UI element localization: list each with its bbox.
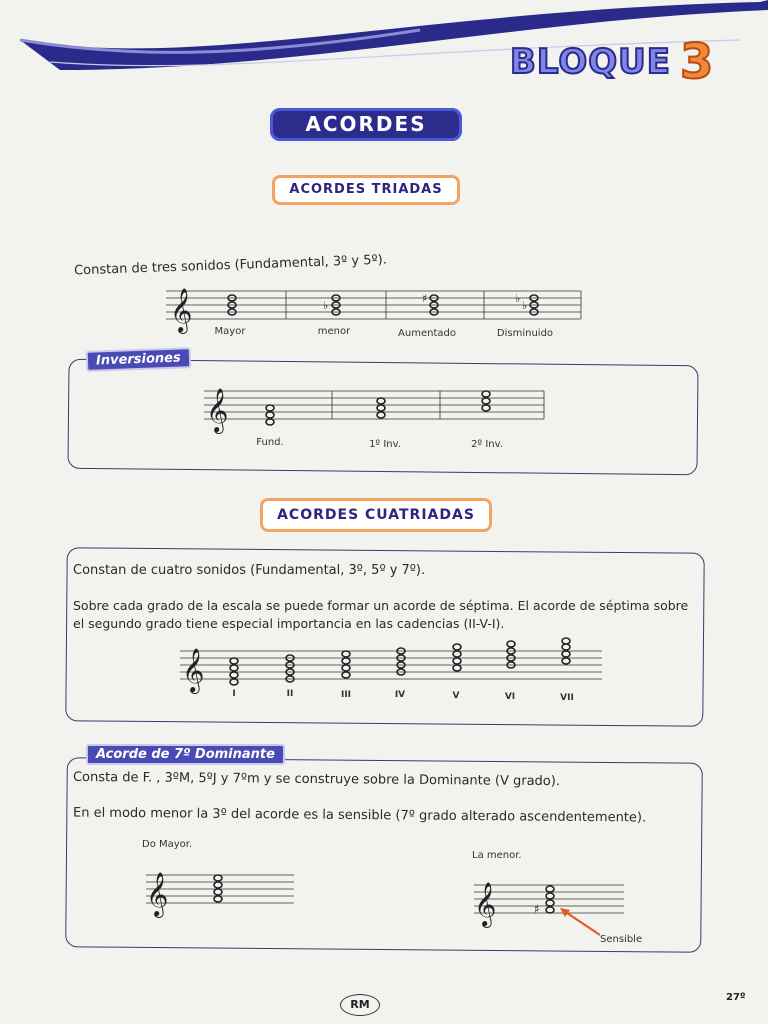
inversion-label: 1º Inv. — [369, 439, 401, 450]
publisher-logo — [340, 994, 380, 1016]
page-title-text: ACORDES — [305, 112, 427, 136]
section-heading-cuatriadas — [260, 498, 492, 532]
sharp-icon: ♯ — [422, 292, 428, 305]
inversiones-tag: Inversiones — [86, 347, 191, 372]
dominante-line1: Consta de F. , 3ºM, 5ºJ y 7ºm y se construye sobre la Dominante (V grado). — [72, 769, 561, 790]
degree-label: V — [452, 691, 460, 701]
example-minor-label: La menor. — [472, 850, 522, 861]
section-heading-triadas — [272, 175, 460, 205]
degree-label: I — [232, 689, 236, 699]
degree-label: VI — [504, 692, 516, 702]
treble-clef-icon: 𝄞 — [146, 872, 169, 916]
cuatriadas-paragraph-line1: Sobre cada grado de la escala se puede formar un acorde de séptima. El acorde de séptima sobre — [73, 598, 689, 613]
example-major-label: Do Mayor. — [142, 839, 193, 850]
degree-label: IV — [394, 690, 406, 700]
degree-label: VII — [560, 693, 574, 703]
arrow-icon — [564, 911, 600, 935]
triadas-intro: Constan de tres sonidos (Fundamental, 3º y 5º). — [73, 252, 388, 279]
staff-do-mayor — [146, 865, 296, 919]
treble-clef-icon: 𝄞 — [182, 648, 205, 692]
section-heading-triadas-text: ACORDES TRIADAS — [289, 182, 443, 197]
dominante-tag: Acorde de 7º Dominante — [86, 744, 285, 765]
page-number: 27º — [726, 992, 746, 1003]
treble-clef-icon: 𝄞 — [206, 388, 229, 432]
block-word: BLOQUE — [510, 42, 672, 82]
chord-label: menor — [317, 326, 351, 337]
block-number: 3 — [680, 34, 714, 90]
treble-clef-icon: 𝄞 — [170, 288, 193, 332]
section-heading-cuatriadas-text: ACORDES CUATRIADAS — [277, 507, 475, 523]
chord-label: Aumentado — [398, 328, 456, 339]
degree-label: III — [340, 690, 352, 700]
sensible-label: Sensible — [600, 934, 643, 945]
flat-icon: ♭ — [515, 292, 521, 305]
staff-cuatriadas — [180, 645, 605, 694]
block-title — [510, 34, 730, 90]
flat-icon: ♭ — [323, 299, 329, 312]
staff-inversiones — [204, 385, 549, 434]
cuatriadas-intro: Constan de cuatro sonidos (Fundamental, 3º, 5º y 7º). — [73, 563, 426, 578]
chord-label: Disminuido — [496, 328, 554, 339]
chord-label: Mayor — [214, 326, 246, 337]
cuatriadas-paragraph-line2: el segundo grado tiene especial importancia en las cadencias (II-V-I). — [73, 616, 505, 631]
publisher-logo-text: RM — [350, 998, 370, 1011]
treble-clef-icon: 𝄞 — [474, 882, 497, 926]
flat-icon: ♭ — [522, 299, 528, 312]
inversion-label: 2º Inv. — [471, 439, 503, 450]
sharp-icon: ♯ — [534, 902, 540, 916]
dominante-line2: En el modo menor la 3º del acorde es la sensible (7º grado alterado ascendentemente). — [72, 805, 647, 826]
degree-label: II — [286, 689, 294, 699]
staff-la-menor — [474, 875, 634, 939]
inversion-label: Fund. — [256, 437, 284, 448]
page-title — [270, 108, 462, 141]
